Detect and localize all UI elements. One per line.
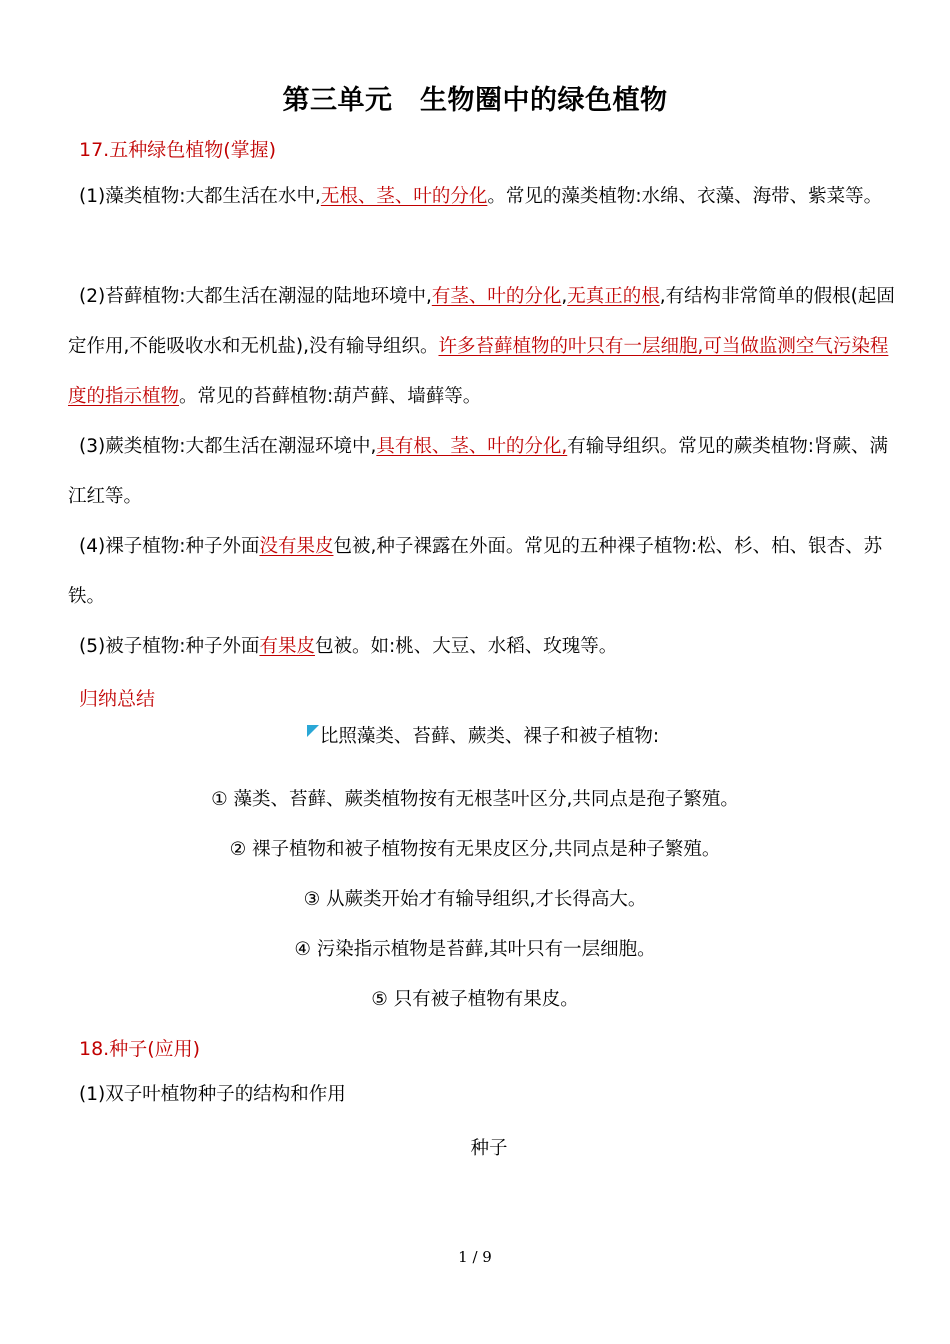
text: (1)双子叶植物种子的结构和作用	[79, 1084, 346, 1105]
text: 。常见的藻类植物:水绵、衣藻、海带、紫菜等。	[487, 186, 883, 207]
summary-point: ⑤ 只有被子植物有果皮。	[371, 989, 579, 1010]
paragraph-moss	[68, 272, 898, 422]
paragraph-fern	[68, 422, 898, 522]
highlight-text: 无根、茎、叶的分化	[320, 186, 488, 207]
paragraph-seed-structure	[68, 1070, 898, 1120]
highlight-text: 有茎、叶的分化	[431, 286, 562, 307]
summary-point: ④ 污染指示植物是苔藓,其叶只有一层细胞。	[294, 939, 656, 960]
page-title: 第三单元 生物圈中的绿色植物	[282, 85, 668, 116]
section-heading-18: 18.种子(应用)	[79, 1038, 201, 1060]
text: (3)蕨类植物:大都生活在潮湿环境中,	[79, 436, 377, 457]
highlight-text: 具有根、茎、叶的分化,	[376, 436, 568, 457]
seed-label: 种子	[470, 1138, 508, 1159]
text: 包被,种子裸露在外面。常见的五种裸子植物:松、杉、柏、银杏、苏铁。	[68, 536, 883, 607]
text: 。常见的苔藓植物:葫芦藓、墙藓等。	[179, 386, 482, 407]
text: ,	[561, 286, 568, 307]
summary-heading: 归纳总结	[79, 688, 156, 710]
highlight-text: 许多苔藓植物的叶只有一层细胞,可当做监测空气污染程度的指示植物	[68, 336, 889, 407]
bookmark-flag-icon	[307, 725, 319, 737]
text: (4)裸子植物:种子外面	[79, 536, 260, 557]
text: (5)被子植物:种子外面	[79, 636, 260, 657]
summary-point: ③ 从蕨类开始才有输导组织,才长得高大。	[303, 889, 647, 910]
page-number: 1 / 9	[458, 1248, 492, 1266]
text: ,有结构非常简单的假根(起固定作用,不能吸收水和无机盐),没有输导组织。	[68, 286, 895, 357]
section-heading-17: 17.五种绿色植物(掌握)	[79, 139, 277, 161]
paragraph-angiosperm	[68, 622, 898, 672]
paragraph-gymnosperm	[68, 522, 898, 622]
compare-intro	[0, 722, 950, 748]
paragraph-algae	[68, 172, 898, 222]
text: 包被。如:桃、大豆、水稻、玫瑰等。	[314, 636, 618, 657]
summary-point: ② 裸子植物和被子植物按有无果皮区分,共同点是种子繁殖。	[229, 839, 721, 860]
highlight-text: 无真正的根	[567, 286, 660, 307]
text: (2)苔藓植物:大都生活在潮湿的陆地环境中,	[79, 286, 432, 307]
highlight-text: 有果皮	[259, 636, 315, 657]
compare-intro-text: 比照藻类、苔藓、蕨类、裸子和被子植物:	[319, 726, 660, 747]
text: 有输导组织。常见的蕨类植物:肾蕨、满江红等。	[68, 436, 888, 507]
summary-point: ① 藻类、苔藓、蕨类植物按有无根茎叶区分,共同点是孢子繁殖。	[211, 789, 739, 810]
text: (1)藻类植物:大都生活在水中,	[79, 186, 321, 207]
highlight-text: 没有果皮	[259, 536, 334, 557]
